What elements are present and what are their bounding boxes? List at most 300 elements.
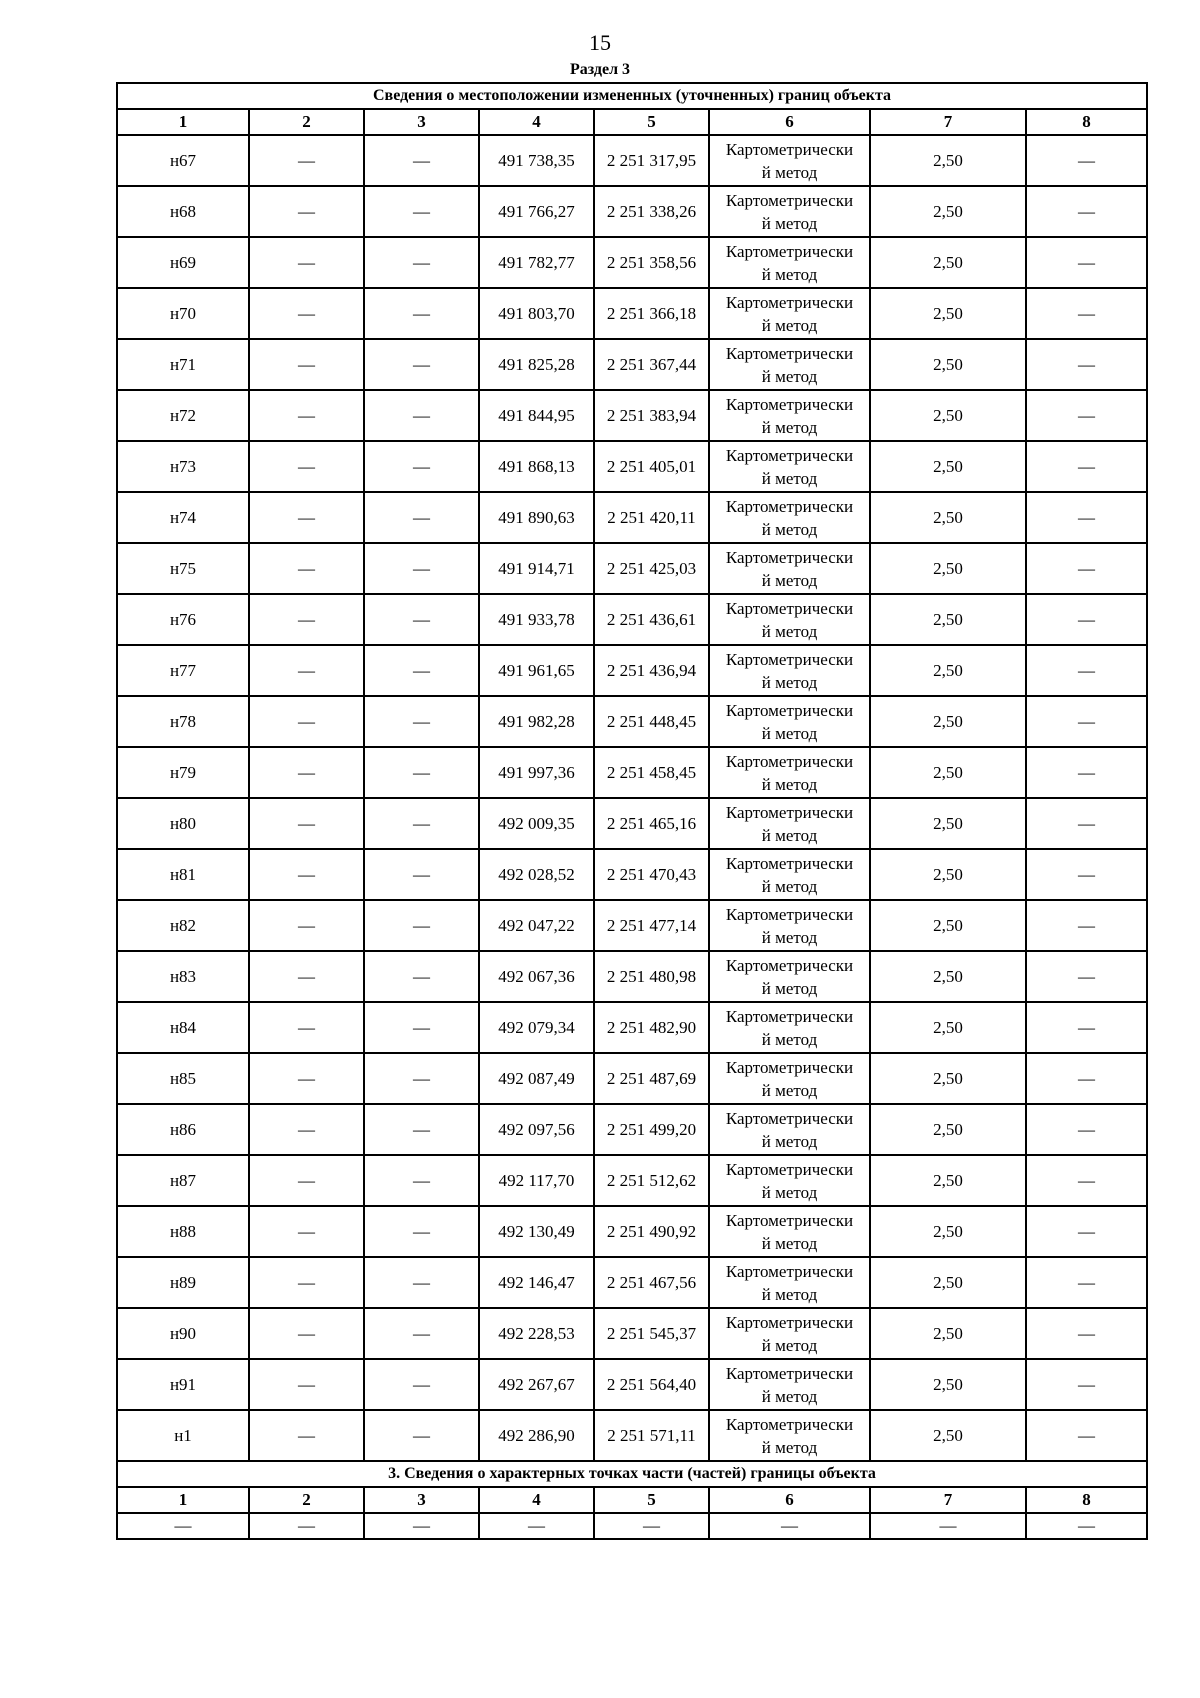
point-number-cell: н68 bbox=[117, 186, 249, 237]
table-cell: — bbox=[364, 1257, 479, 1308]
method-text: Картометрически bbox=[725, 1108, 854, 1128]
table-row bbox=[117, 1155, 1147, 1206]
coordinate-x-cell: 492 286,90 bbox=[479, 1410, 594, 1461]
table-row bbox=[117, 747, 1147, 798]
coordinate-x-cell: 492 097,56 bbox=[479, 1104, 594, 1155]
point-number-cell: н86 bbox=[117, 1104, 249, 1155]
table-cell: — bbox=[1026, 1308, 1147, 1359]
table-row bbox=[117, 492, 1147, 543]
column-header: 4 bbox=[479, 1487, 594, 1513]
coordinate-y-cell: 2 251 571,11 bbox=[594, 1410, 709, 1461]
coordinate-x-cell: 491 961,65 bbox=[479, 645, 594, 696]
point-number-cell: н78 bbox=[117, 696, 249, 747]
method-text: Картометрически bbox=[725, 1210, 854, 1230]
table-cell: — bbox=[1026, 1410, 1147, 1461]
method-text: й метод bbox=[761, 621, 818, 641]
method-text: й метод bbox=[761, 1284, 818, 1304]
method-cell bbox=[709, 339, 870, 390]
coordinate-y-cell: 2 251 487,69 bbox=[594, 1053, 709, 1104]
method-text: й метод bbox=[761, 519, 818, 539]
coordinate-y-cell: 2 251 477,14 bbox=[594, 900, 709, 951]
coordinate-y-cell: 2 251 317,95 bbox=[594, 135, 709, 186]
column-header: 5 bbox=[594, 109, 709, 135]
point-number-cell: н87 bbox=[117, 1155, 249, 1206]
table-title: Сведения о местоположении измененных (уточненных) границ объекта bbox=[117, 83, 1147, 109]
method-text: Картометрически bbox=[725, 394, 854, 414]
accuracy-cell: 2,50 bbox=[870, 849, 1026, 900]
table-cell: — bbox=[364, 951, 479, 1002]
table-cell: — bbox=[364, 237, 479, 288]
table-cell: — bbox=[364, 339, 479, 390]
point-number-cell: н67 bbox=[117, 135, 249, 186]
accuracy-cell: 2,50 bbox=[870, 798, 1026, 849]
table-cell: — bbox=[364, 747, 479, 798]
accuracy-cell: 2,50 bbox=[870, 237, 1026, 288]
method-cell bbox=[709, 1359, 870, 1410]
table-cell: — bbox=[364, 1206, 479, 1257]
table-cell: — bbox=[364, 1155, 479, 1206]
point-number-cell: н85 bbox=[117, 1053, 249, 1104]
table-cell: — bbox=[249, 237, 364, 288]
method-cell bbox=[709, 1206, 870, 1257]
coordinate-y-cell: 2 251 564,40 bbox=[594, 1359, 709, 1410]
accuracy-cell: 2,50 bbox=[870, 135, 1026, 186]
coordinate-y-cell: 2 251 490,92 bbox=[594, 1206, 709, 1257]
method-cell bbox=[709, 951, 870, 1002]
boundary-coordinates-table bbox=[116, 82, 1148, 1540]
point-number-cell: н77 bbox=[117, 645, 249, 696]
subsection-empty-row bbox=[117, 1513, 1147, 1539]
table-cell: — bbox=[364, 798, 479, 849]
table-cell: — bbox=[249, 390, 364, 441]
table-cell: — bbox=[249, 1104, 364, 1155]
method-cell bbox=[709, 1002, 870, 1053]
table-row bbox=[117, 696, 1147, 747]
table-cell: — bbox=[1026, 1513, 1147, 1539]
coordinate-y-cell: 2 251 482,90 bbox=[594, 1002, 709, 1053]
coordinate-y-cell: 2 251 420,11 bbox=[594, 492, 709, 543]
coordinate-y-cell: 2 251 499,20 bbox=[594, 1104, 709, 1155]
column-header: 2 bbox=[249, 1487, 364, 1513]
method-cell bbox=[709, 798, 870, 849]
table-row bbox=[117, 1053, 1147, 1104]
point-number-cell: н73 bbox=[117, 441, 249, 492]
table-row bbox=[117, 849, 1147, 900]
method-cell bbox=[709, 1308, 870, 1359]
method-text: й метод bbox=[761, 774, 818, 794]
table-cell: — bbox=[1026, 441, 1147, 492]
point-number-cell: н81 bbox=[117, 849, 249, 900]
table-cell: — bbox=[364, 594, 479, 645]
table-cell: — bbox=[249, 900, 364, 951]
method-text: Картометрически bbox=[725, 1312, 854, 1332]
column-header: 8 bbox=[1026, 109, 1147, 135]
table-title-row bbox=[117, 83, 1147, 109]
coordinate-x-cell: 491 997,36 bbox=[479, 747, 594, 798]
coordinate-y-cell: 2 251 480,98 bbox=[594, 951, 709, 1002]
method-text: й метод bbox=[761, 927, 818, 947]
coordinate-y-cell: 2 251 436,94 bbox=[594, 645, 709, 696]
table-header-row bbox=[117, 109, 1147, 135]
method-text: й метод bbox=[761, 1182, 818, 1202]
accuracy-cell: 2,50 bbox=[870, 645, 1026, 696]
coordinate-x-cell: 491 825,28 bbox=[479, 339, 594, 390]
method-text: Картометрически bbox=[725, 547, 854, 567]
method-text: й метод bbox=[761, 1437, 818, 1457]
coordinate-x-cell: 492 146,47 bbox=[479, 1257, 594, 1308]
point-number-cell: н1 bbox=[117, 1410, 249, 1461]
coordinate-x-cell: 492 009,35 bbox=[479, 798, 594, 849]
table-cell: — bbox=[1026, 543, 1147, 594]
method-text: Картометрически bbox=[725, 1414, 854, 1434]
point-number-cell: н75 bbox=[117, 543, 249, 594]
method-text: Картометрически bbox=[725, 751, 854, 771]
coordinate-y-cell: 2 251 467,56 bbox=[594, 1257, 709, 1308]
coordinate-x-cell: 492 087,49 bbox=[479, 1053, 594, 1104]
table-row bbox=[117, 798, 1147, 849]
table-cell: — bbox=[364, 696, 479, 747]
table-row bbox=[117, 237, 1147, 288]
point-number-cell: н84 bbox=[117, 1002, 249, 1053]
table-cell: — bbox=[1026, 1359, 1147, 1410]
accuracy-cell: 2,50 bbox=[870, 1155, 1026, 1206]
table-cell: — bbox=[249, 288, 364, 339]
method-text: й метод bbox=[761, 1335, 818, 1355]
table-row bbox=[117, 135, 1147, 186]
column-header: 7 bbox=[870, 109, 1026, 135]
point-number-cell: н89 bbox=[117, 1257, 249, 1308]
accuracy-cell: 2,50 bbox=[870, 594, 1026, 645]
column-header: 6 bbox=[709, 109, 870, 135]
page-number: 15 bbox=[589, 30, 611, 55]
method-cell bbox=[709, 390, 870, 441]
table-cell: — bbox=[249, 645, 364, 696]
accuracy-cell: 2,50 bbox=[870, 543, 1026, 594]
point-number-cell: н90 bbox=[117, 1308, 249, 1359]
method-cell bbox=[709, 1257, 870, 1308]
table-cell: — bbox=[1026, 645, 1147, 696]
column-header: 5 bbox=[594, 1487, 709, 1513]
coordinate-x-cell: 492 067,36 bbox=[479, 951, 594, 1002]
method-text: й метод bbox=[761, 1233, 818, 1253]
coordinate-x-cell: 492 079,34 bbox=[479, 1002, 594, 1053]
point-number-cell: н76 bbox=[117, 594, 249, 645]
table-cell: — bbox=[479, 1513, 594, 1539]
table-cell: — bbox=[1026, 1257, 1147, 1308]
column-header: 6 bbox=[709, 1487, 870, 1513]
column-header: 3 bbox=[364, 1487, 479, 1513]
coordinate-x-cell: 492 028,52 bbox=[479, 849, 594, 900]
point-number-cell: н70 bbox=[117, 288, 249, 339]
table-cell: — bbox=[364, 390, 479, 441]
coordinate-y-cell: 2 251 436,61 bbox=[594, 594, 709, 645]
table-cell: — bbox=[594, 1513, 709, 1539]
method-text: Картометрически bbox=[725, 1363, 854, 1383]
table-cell: — bbox=[117, 1513, 249, 1539]
method-cell bbox=[709, 594, 870, 645]
method-text: й метод bbox=[761, 1131, 818, 1151]
table-cell: — bbox=[249, 186, 364, 237]
method-cell bbox=[709, 1155, 870, 1206]
coordinate-y-cell: 2 251 425,03 bbox=[594, 543, 709, 594]
coordinate-x-cell: 492 047,22 bbox=[479, 900, 594, 951]
table-cell: — bbox=[1026, 594, 1147, 645]
table-row bbox=[117, 645, 1147, 696]
coordinate-y-cell: 2 251 470,43 bbox=[594, 849, 709, 900]
point-number-cell: н91 bbox=[117, 1359, 249, 1410]
point-number-cell: н74 bbox=[117, 492, 249, 543]
coordinate-y-cell: 2 251 366,18 bbox=[594, 288, 709, 339]
table-cell: — bbox=[1026, 390, 1147, 441]
table-cell: — bbox=[1026, 1104, 1147, 1155]
method-text: й метод bbox=[761, 417, 818, 437]
method-text: Картометрически bbox=[725, 190, 854, 210]
accuracy-cell: 2,50 bbox=[870, 1104, 1026, 1155]
table-cell: — bbox=[364, 849, 479, 900]
point-number-cell: н71 bbox=[117, 339, 249, 390]
table-row bbox=[117, 390, 1147, 441]
coordinate-x-cell: 492 267,67 bbox=[479, 1359, 594, 1410]
table-cell: — bbox=[1026, 492, 1147, 543]
table-row bbox=[117, 543, 1147, 594]
coordinate-x-cell: 491 782,77 bbox=[479, 237, 594, 288]
method-text: Картометрически bbox=[725, 955, 854, 975]
point-number-cell: н82 bbox=[117, 900, 249, 951]
point-number-cell: н72 bbox=[117, 390, 249, 441]
subsection-title-row bbox=[117, 1461, 1147, 1487]
method-text: й метод bbox=[761, 672, 818, 692]
method-text: Картометрически bbox=[725, 598, 854, 618]
method-cell bbox=[709, 237, 870, 288]
table-row bbox=[117, 1308, 1147, 1359]
column-header: 1 bbox=[117, 1487, 249, 1513]
accuracy-cell: 2,50 bbox=[870, 951, 1026, 1002]
table-row bbox=[117, 900, 1147, 951]
column-header: 1 bbox=[117, 109, 249, 135]
table-row bbox=[117, 1359, 1147, 1410]
table-cell: — bbox=[249, 1308, 364, 1359]
table-cell: — bbox=[1026, 288, 1147, 339]
point-number-cell: н79 bbox=[117, 747, 249, 798]
coordinate-y-cell: 2 251 458,45 bbox=[594, 747, 709, 798]
table-cell: — bbox=[364, 1002, 479, 1053]
accuracy-cell: 2,50 bbox=[870, 1359, 1026, 1410]
method-text: й метод bbox=[761, 1029, 818, 1049]
method-text: й метод bbox=[761, 876, 818, 896]
accuracy-cell: 2,50 bbox=[870, 288, 1026, 339]
table-cell: — bbox=[249, 1257, 364, 1308]
method-text: Картометрически bbox=[725, 802, 854, 822]
accuracy-cell: 2,50 bbox=[870, 696, 1026, 747]
table-cell: — bbox=[1026, 951, 1147, 1002]
table-cell: — bbox=[249, 1359, 364, 1410]
table-cell: — bbox=[1026, 1002, 1147, 1053]
section-title: Раздел 3 bbox=[569, 61, 631, 78]
method-text: Картометрически bbox=[725, 649, 854, 669]
table-row bbox=[117, 288, 1147, 339]
table-cell: — bbox=[1026, 900, 1147, 951]
table-cell: — bbox=[249, 798, 364, 849]
table-cell: — bbox=[249, 747, 364, 798]
table-cell: — bbox=[1026, 237, 1147, 288]
column-header: 8 bbox=[1026, 1487, 1147, 1513]
table-row bbox=[117, 1257, 1147, 1308]
table-cell: — bbox=[364, 543, 479, 594]
table-cell: — bbox=[1026, 339, 1147, 390]
table-cell: — bbox=[249, 1513, 364, 1539]
subsection-title: 3. Сведения о характерных точках части (частей) границы объекта bbox=[117, 1461, 1147, 1487]
coordinate-x-cell: 491 890,63 bbox=[479, 492, 594, 543]
method-cell bbox=[709, 645, 870, 696]
accuracy-cell: 2,50 bbox=[870, 1257, 1026, 1308]
table-cell: — bbox=[364, 441, 479, 492]
method-text: й метод bbox=[761, 162, 818, 182]
accuracy-cell: 2,50 bbox=[870, 492, 1026, 543]
table-row bbox=[117, 1104, 1147, 1155]
table-cell: — bbox=[249, 696, 364, 747]
subsection-header-row bbox=[117, 1487, 1147, 1513]
method-text: й метод bbox=[761, 825, 818, 845]
table-cell: — bbox=[870, 1513, 1026, 1539]
method-cell bbox=[709, 135, 870, 186]
table-cell: — bbox=[1026, 135, 1147, 186]
table-cell: — bbox=[249, 1206, 364, 1257]
table-cell: — bbox=[364, 645, 479, 696]
method-cell bbox=[709, 747, 870, 798]
column-header: 4 bbox=[479, 109, 594, 135]
table-cell: — bbox=[249, 339, 364, 390]
method-cell bbox=[709, 543, 870, 594]
method-text: Картометрически bbox=[725, 1057, 854, 1077]
table-cell: — bbox=[364, 1308, 479, 1359]
table-cell: — bbox=[364, 288, 479, 339]
accuracy-cell: 2,50 bbox=[870, 339, 1026, 390]
method-text: Картометрически bbox=[725, 1006, 854, 1026]
column-header: 2 bbox=[249, 109, 364, 135]
method-text: й метод bbox=[761, 723, 818, 743]
method-text: Картометрически bbox=[725, 445, 854, 465]
method-cell bbox=[709, 849, 870, 900]
table-cell: — bbox=[364, 1513, 479, 1539]
coordinate-x-cell: 491 844,95 bbox=[479, 390, 594, 441]
table-cell: — bbox=[364, 492, 479, 543]
method-cell bbox=[709, 492, 870, 543]
method-cell bbox=[709, 1410, 870, 1461]
method-text: й метод bbox=[761, 213, 818, 233]
accuracy-cell: 2,50 bbox=[870, 186, 1026, 237]
method-text: Картометрически bbox=[725, 700, 854, 720]
accuracy-cell: 2,50 bbox=[870, 441, 1026, 492]
coordinate-y-cell: 2 251 545,37 bbox=[594, 1308, 709, 1359]
method-cell bbox=[709, 1104, 870, 1155]
table-cell: — bbox=[1026, 186, 1147, 237]
method-text: Картометрически bbox=[725, 1159, 854, 1179]
accuracy-cell: 2,50 bbox=[870, 1308, 1026, 1359]
table-cell: — bbox=[364, 900, 479, 951]
table-cell: — bbox=[1026, 1155, 1147, 1206]
point-number-cell: н88 bbox=[117, 1206, 249, 1257]
point-number-cell: н83 bbox=[117, 951, 249, 1002]
table-cell: — bbox=[1026, 1206, 1147, 1257]
coordinate-y-cell: 2 251 358,56 bbox=[594, 237, 709, 288]
table-row bbox=[117, 339, 1147, 390]
column-header: 7 bbox=[870, 1487, 1026, 1513]
table-row bbox=[117, 594, 1147, 645]
table-cell: — bbox=[249, 1002, 364, 1053]
table-cell: — bbox=[249, 1053, 364, 1104]
coordinate-x-cell: 491 914,71 bbox=[479, 543, 594, 594]
table-cell: — bbox=[1026, 696, 1147, 747]
method-text: й метод bbox=[761, 264, 818, 284]
method-cell bbox=[709, 696, 870, 747]
point-number-cell: н69 bbox=[117, 237, 249, 288]
accuracy-cell: 2,50 bbox=[870, 1206, 1026, 1257]
table-cell: — bbox=[364, 1104, 479, 1155]
method-cell bbox=[709, 900, 870, 951]
method-text: Картометрически bbox=[725, 904, 854, 924]
method-text: Картометрически bbox=[725, 292, 854, 312]
table-row bbox=[117, 186, 1147, 237]
table-cell: — bbox=[249, 1410, 364, 1461]
coordinate-y-cell: 2 251 405,01 bbox=[594, 441, 709, 492]
table-cell: — bbox=[1026, 849, 1147, 900]
coordinate-x-cell: 491 868,13 bbox=[479, 441, 594, 492]
table-cell: — bbox=[249, 594, 364, 645]
table-cell: — bbox=[249, 492, 364, 543]
accuracy-cell: 2,50 bbox=[870, 390, 1026, 441]
method-text: й метод bbox=[761, 978, 818, 998]
table-cell: — bbox=[249, 441, 364, 492]
accuracy-cell: 2,50 bbox=[870, 1410, 1026, 1461]
table-cell: — bbox=[249, 849, 364, 900]
point-number-cell: н80 bbox=[117, 798, 249, 849]
table-row bbox=[117, 1410, 1147, 1461]
coordinate-y-cell: 2 251 383,94 bbox=[594, 390, 709, 441]
table-cell: — bbox=[249, 543, 364, 594]
method-cell bbox=[709, 288, 870, 339]
coordinate-y-cell: 2 251 367,44 bbox=[594, 339, 709, 390]
coordinate-y-cell: 2 251 448,45 bbox=[594, 696, 709, 747]
coordinate-y-cell: 2 251 465,16 bbox=[594, 798, 709, 849]
coordinate-x-cell: 491 738,35 bbox=[479, 135, 594, 186]
table-cell: — bbox=[1026, 1053, 1147, 1104]
accuracy-cell: 2,50 bbox=[870, 1002, 1026, 1053]
accuracy-cell: 2,50 bbox=[870, 747, 1026, 798]
accuracy-cell: 2,50 bbox=[870, 1053, 1026, 1104]
coordinate-x-cell: 492 130,49 bbox=[479, 1206, 594, 1257]
coordinate-x-cell: 491 933,78 bbox=[479, 594, 594, 645]
table-cell: — bbox=[1026, 747, 1147, 798]
table-cell: — bbox=[364, 1053, 479, 1104]
method-text: й метод bbox=[761, 315, 818, 335]
accuracy-cell: 2,50 bbox=[870, 900, 1026, 951]
table-cell: — bbox=[364, 1359, 479, 1410]
table-cell: — bbox=[249, 1155, 364, 1206]
method-text: Картометрически bbox=[725, 343, 854, 363]
method-text: Картометрически bbox=[725, 139, 854, 159]
table-cell: — bbox=[249, 135, 364, 186]
coordinate-x-cell: 492 117,70 bbox=[479, 1155, 594, 1206]
method-text: й метод bbox=[761, 1080, 818, 1100]
coordinate-x-cell: 492 228,53 bbox=[479, 1308, 594, 1359]
method-text: Картометрически bbox=[725, 241, 854, 261]
table-row bbox=[117, 1206, 1147, 1257]
method-text: Картометрически bbox=[725, 853, 854, 873]
column-header: 3 bbox=[364, 109, 479, 135]
method-text: й метод bbox=[761, 570, 818, 590]
method-cell bbox=[709, 441, 870, 492]
method-cell bbox=[709, 1053, 870, 1104]
